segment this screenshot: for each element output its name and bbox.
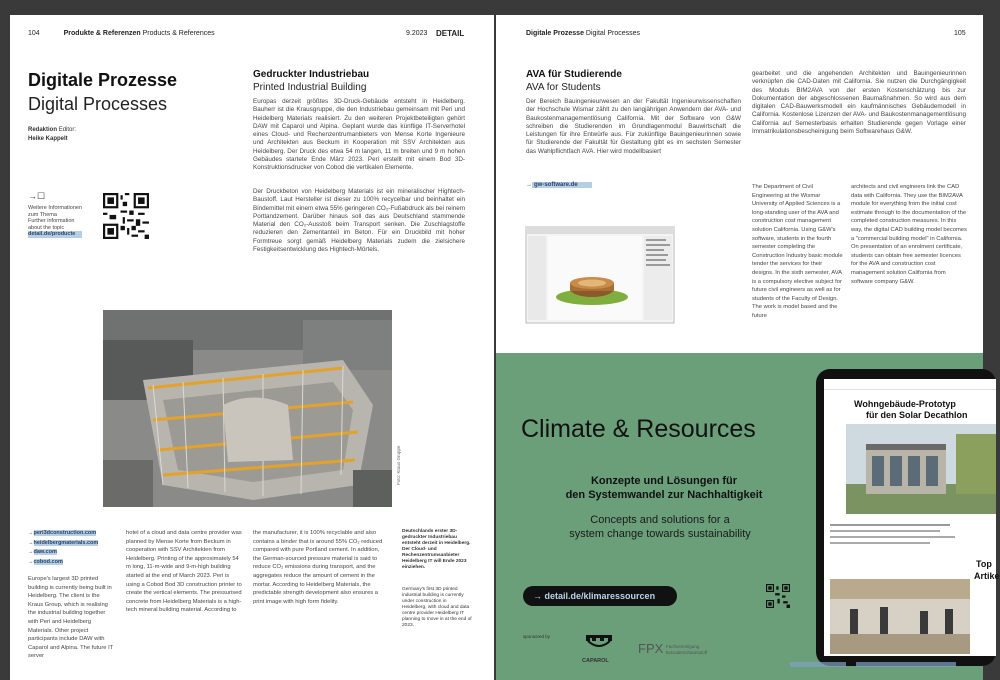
fpx-text: Fachvereinigung Extruderschaumstoff [666,644,708,655]
article-text-de-1: Europas derzeit größtes 3D-Druck-Gebäude entsteht in Heidelberg. Bauherr ist die Krausgruppe, die den Industriebau gemeinsam mit Peri und Heidelberg Materials realisiert. Zu den weiteren Projektbeteiligten gehört DAW mit Caparol und Alpina. Geplant wurde das künftige IT-Serverhotel eines Cloud- und Rechenzentrumanbieters von Mense Korte Ingenieure und Architekten aus Beckum in Kooperation mit SSV Architekten aus Heidelberg. Der Druck des etwa 54 m langen, 11 m breiten und 9 m hohen Gebäudes startete Ende März 2023. Peri erstellt mit einem Bod 3D-Konstruktionsdrucker von Cobod die vertikalen Elemente. [253,98,465,172]
ad-subtitle-en-1: Concepts and solutions for a [590,514,730,526]
left-page-number: 104 [28,30,40,37]
en-text-col3: the manufacturer, it is 100% recyclable and also contains a binder that is around 55% CO₂ reduced compared with pure Portland cement. In addition, the German-sourced pressure material is said to reduce CO₂ emissions during transport, and the aggregates reduce the amount of cement in the mortar. According to Heidelberg Materials, the predictable strength development also ensures a print image with high form fidelity. [253,530,383,605]
article-text-de-2: Der Druckbeton von Heidelberg Materials ist ein mineralischer Hightech-Baustoff. Laut Hersteller ist dieser zu 100% recycelbar und beinhaltet ein Bindemittel mit einem etwa 55% geringeren CO₂-Fußabdruck als bei reinem Portlandzement. Darüber hinaus soll das aus Deutschland stammende Material den CO₂-Ausstoß beim Transport senken. Die Zuschlagstoffe reduzieren den Zementanteil im Beton. Für ein Druckbild mit hoher Formtreue sorgt gemäß Heidelberg Materials zudem die zielsichere Festigkeitsentwicklung des Hightech-Mörtels. [253,188,465,254]
left-section-de: Produkte & Referenzen [63,30,141,37]
ad-subtitle-de-2: den Systemwandel zur Nachhaltigkeit [565,489,763,501]
tablet-screen [824,379,1000,656]
left-header [28,30,215,37]
more-info: Weitere Informationen zum Thema Further information about the topic detail.de/producte [28,205,83,237]
fpx-logo: FPX [638,641,664,656]
tablet-headline-2: für den Solar Decathlon [866,410,968,420]
ava-title-en: AVA for Students [526,82,601,93]
caption-de: Deutschlands erster 3D-gedruckter Industriebau entsteht derzeit in Heidelberg. Der Cloud- und Rechenzentrumsanbieter Heidelberg IT will Ende 2023 einziehen. [402,529,471,570]
left-page [10,15,494,680]
sponsored-by-label: sponsored by [523,634,551,639]
section-title-de: Digitale Prozesse [28,70,178,90]
link-daw[interactable]: daw.com [33,549,57,555]
photo-credit: Foto: Kraus Gruppe [396,445,401,485]
tablet-mockup [816,369,1000,666]
article-title-de: Gedruckter Industriebau [253,69,370,80]
link-heidelberg[interactable]: heidelbergmaterials.com [33,539,99,546]
ava-text-en-1: The Department of Civil Engineering at the Wismar University of Applied Sciences is a long-standing user of the AVA and construction cost management solution California. Using G&W's software, students in the fourth semester completing the Construction Industry basic module tender the services for their designs. In the sixth semester, AVA is a compulsory elective subject for future civil engineers as well as for students of the Faculty of Design. The work is model based and the future [752,184,843,319]
ad-link-button[interactable]: → detail.de/klimaressourcen [523,586,677,606]
more-info-link[interactable]: detail.de/producte [28,231,82,238]
ad-subtitle-en-2: system change towards sustainability [569,528,751,540]
en-text-col1: Europe's largest 3D printed building is currently being built in Heidelberg. The client is the Kraus Group, which is realising the industrial building together with Peri and Heidelberg Materials. Other project participants include DAW with Caparol and Alpina. The future IT server [28,576,114,660]
tablet-articles-label: Artike [974,571,1000,581]
ava-text-de-1: Der Bereich Bauingenieurwesen an der Fakultät Ingenieurwissenschaften der Hochschule Wismar zählt zu den langjährigen Anwendern der AVA- und Baukostenmanagementlösung California. Mit der Software von G&W schreiben die Studierenden im Grundlagenmodul Bauwirtschaft die Leistungen für ihre Entwürfe aus. Für zukünftige Bauingenieurinnen sowie für Studierende der Fakultät für Gestaltung gibt es im sechsten Semester das Wahlpflichtfach AVA. Hier wird modellbasiert [526,98,741,155]
construction-photo [103,310,392,507]
ad-qr-code-icon [766,584,790,608]
tablet-nav [824,379,996,390]
left-section-en: Products & References [142,30,215,37]
link-peri[interactable]: peri3dconstruction.com [33,530,97,536]
right-section-en: Digital Processes [585,30,640,37]
ad-link-text: detail.de/klimaressourcen [544,591,656,601]
caparol-logo-icon [582,633,616,653]
ava-text-de-2: gearbeitet und die angehenden Architekten und Bauingenieurinnen verknüpfen die CAD-Daten mit California. Sie nutzen die Durchgängigkeit des Moduls BIM2AVA von der ersten Kostenschätzung bis zur Dokumentation der abgeschlossenen Baumaßnahmen. So wird aus dem digitalen CAD-Bauwerksmodell ein kaufmännisches Gebäudemodell in California. Kostenlose Lizenzen der AVA- und Baukostenmanagementlösung California auf Semesterbasis erhalten Studierende gegen Vorlage einer Immatrikulationsbescheinigung beim Softwarehaus G&W. [752,70,966,136]
ad-title: Climate & Resources [521,415,756,443]
caparol-text: CAPAROL [582,658,609,664]
highlight-bar-1 [790,662,846,667]
en-text-col2: hotel of a cloud and data centre provider was planned by Mense Korte from Beckum in cooperation with SSV Architekten from Heidelberg. Printing of the approximately 54 m long, 11-m-wide and 9-m-high building started at the end of March 2023. Peri is using a Cobod Bod 3D construction printer to create the vertical elements. The pressurised concrete from Heidelberg Materials is a high-tech mineral building material. According to [126,530,242,614]
gw-link-row: → gw-software.de [526,182,592,190]
issue-label: 9.2023 [406,30,428,37]
ad-subtitle-de-1: Konzepte und Lösungen für [590,475,738,487]
software-screenshot [526,227,674,323]
tablet-headline-1: Wohngebäude-Prototyp [854,399,956,409]
article-title-en: Printed Industrial Building [253,82,367,93]
highlight-bar-2 [856,662,956,667]
tablet-house-image [846,424,996,514]
right-section-de: Digitale Prozesse [526,30,584,37]
link-list: →peri3dconstruction.com →heidelbergmaterials.com →daw.com →cobod.com [28,530,99,565]
ava-title-de: AVA für Studierende [526,69,622,80]
tablet-text-lines [824,524,996,564]
tablet-people-image [830,579,970,654]
climate-resources-ad [496,353,1000,680]
right-page [496,15,1000,680]
ava-text-en-2: architects and civil engineers link the CAD data with California. They use the BIM2AVA module for everything from the initial cost estimate through to the documentation of the completed construction measures. In this way, the digital CAD building model becomes a "commercial building model" in California. On presentation of an enrolment certificate, students can obtain free semester licences for the AVA and construction cost management solution California from software company G&W. [851,184,967,285]
editor-label: Redaktion Editor: [28,127,77,133]
right-header [526,30,640,37]
caption-en: Germany's first 3D printed industrial building is currently under construction in Heidelberg, with cloud and data centre provider Heidelberg IT planning to move in at the end of 2023. [402,587,472,628]
link-cobod[interactable]: cobod.com [33,558,63,565]
section-title-en: Digital Processes [28,94,168,114]
gw-software-link[interactable]: gw-software.de [532,182,592,188]
right-page-number: 105 [954,30,966,37]
editor-name: Heike Kappelt [28,136,68,142]
arrow-book-icon: →☐ [28,191,46,201]
qr-code-icon [103,193,149,239]
tablet-top-label: Top [976,559,992,569]
magazine-logo: DETAIL [436,29,465,38]
building-photo-illustration [103,310,392,507]
